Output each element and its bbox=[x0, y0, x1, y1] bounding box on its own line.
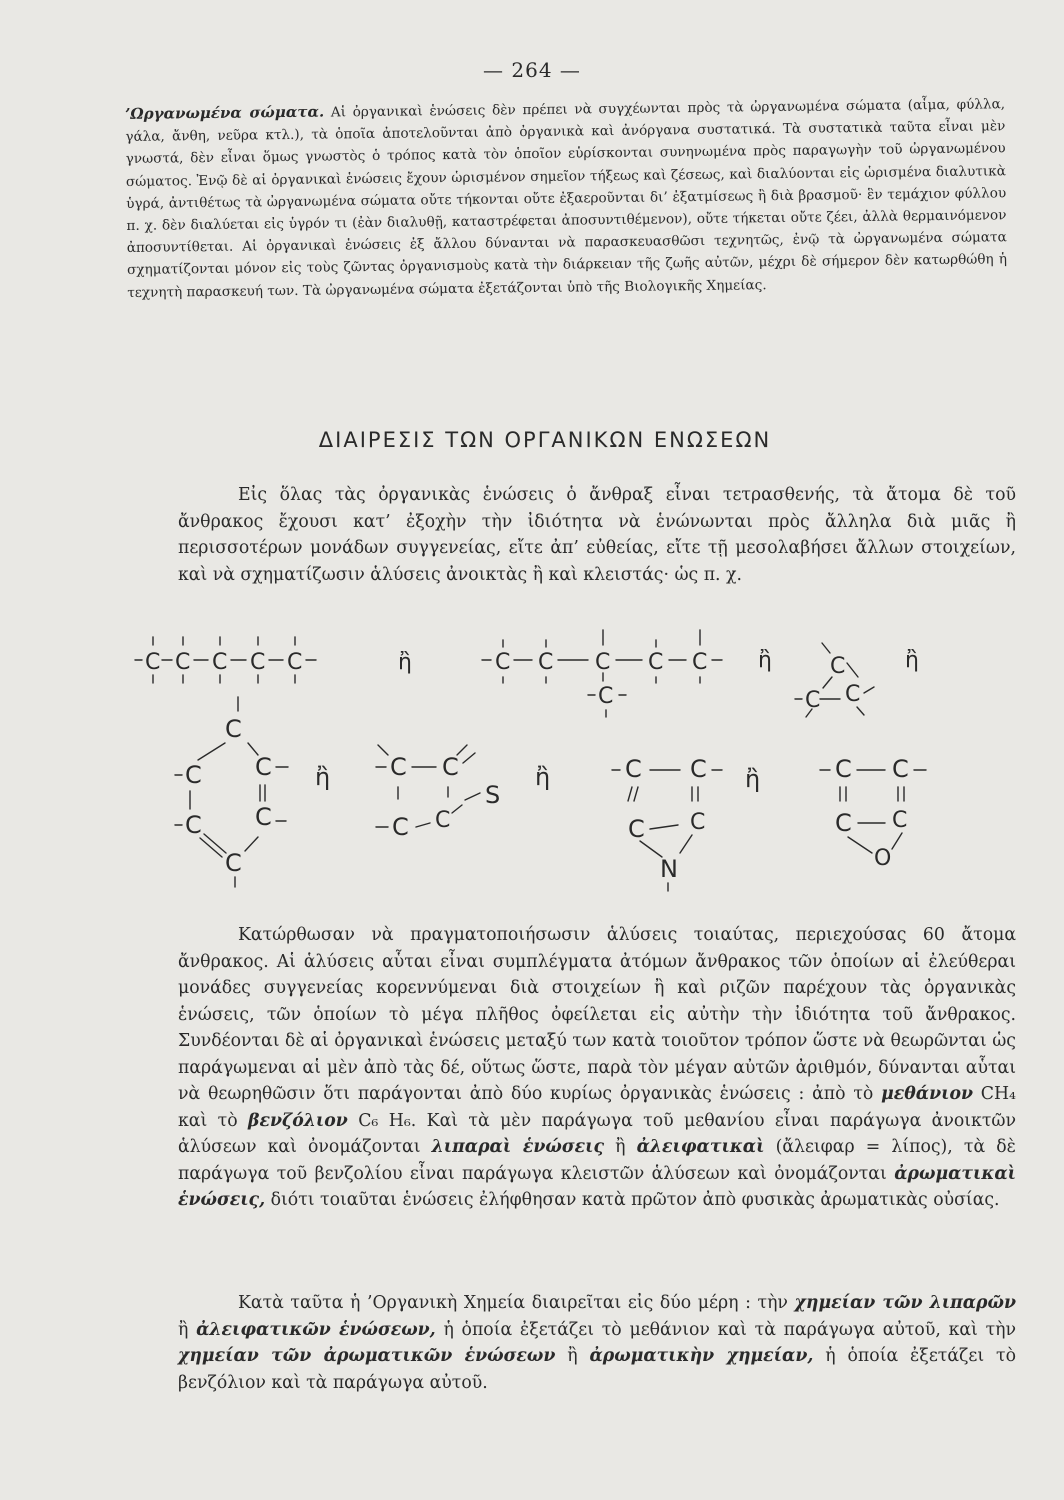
term-aliphatic-compounds: ἀλειφατικῶν ἑνώσεων, bbox=[196, 1319, 436, 1340]
carbon-atom: C bbox=[225, 715, 242, 743]
or-connector: ἢ bbox=[315, 763, 331, 791]
carbon-atom: C bbox=[892, 755, 909, 783]
term-aliphatic: ἀλειφατικαὶ bbox=[636, 1137, 765, 1157]
carbon-atom: C bbox=[495, 650, 511, 675]
term-fatty-chemistry: χημείαν τῶν λιπαρῶν bbox=[794, 1293, 1016, 1313]
carbon-atom: C bbox=[892, 808, 908, 833]
carbon-atom: C bbox=[830, 654, 846, 679]
paragraph-division bbox=[178, 1290, 1016, 1396]
formula-straight-chain bbox=[135, 637, 316, 683]
term-aromatic-chem: ἀρωματικὴν χημείαν, bbox=[589, 1346, 814, 1366]
intro-paragraph bbox=[125, 92, 1007, 304]
or-connector: ἢ bbox=[758, 648, 772, 673]
carbon-atom: C bbox=[845, 682, 861, 707]
intro-lead-heading: ’Ωργανωμένα σώματα. bbox=[125, 102, 325, 123]
carbon-atom: C bbox=[250, 650, 266, 675]
paragraph-text: CH₄ καὶ τὸ bbox=[178, 1084, 1016, 1131]
carbon-atom: C bbox=[185, 761, 202, 789]
carbon-atom: C bbox=[185, 811, 202, 839]
carbon-atom: C bbox=[805, 688, 821, 713]
nitrogen-atom: N bbox=[660, 855, 678, 883]
paragraph-text: ἢ bbox=[178, 1319, 189, 1340]
formula-oxygen-ring bbox=[820, 755, 926, 871]
paragraph-methane-benzene bbox=[178, 922, 1016, 1214]
page-number: — 264 — bbox=[483, 58, 581, 82]
intro-text: Αἱ ὀργανικαὶ ἑνώσεις δὲν πρέπει νὰ συγχέωνται πρὸς τὰ ὠργανωμένα σώματα (αἷμα, φύλλα, γάλα, ἄνθη, νεῦρα κτλ.), τὰ ὁποῖα ἀποτελοῦνται ἀπὸ ὀργανικὰ καὶ ἀνόργανα συστατικά. Τὰ συστατικὰ ταῦτα εἶναι μὲν γνωστά, δὲν εἶναι ὅμως γνωστὸς ὁ τρόπος κατὰ τὸν ὁποῖον εὑρίσκονται συνηνωμένα πρὸς παραγωγὴν τοῦ ὠργανωμένου σώματος. Ἐνῷ δὲ αἱ ὀργανικαὶ ἑνώσεις ἔχουν ὡρισμένον σημεῖον τήξεως καὶ ζέσεως, καὶ διαλύονται εἰς ὡρισμένα διαλυτικὰ ὑγρά, ἀντιθέτως τὰ ὠργανωμένα σώματα οὔτε τήκονται οὔτε ἐξαεροῦνται δι’ ἐξατμίσεως ἢ διὰ βρασμοῦ· ἓν τεμάχιον φύλλου π. χ. δὲν διαλύεται εἰς ὑγρόν τι (ἐὰν διαλυθῇ, καταστρέφεται ἀποσυντιθέμενον), οὔτε τήκεται οὔτε ζέει, ἀλλὰ θερμαινόμενον ἀποσυντίθεται. Αἱ ὀργανικαὶ ἑνώσεις ἐξ ἄλλου δύνανται νὰ παρασκευασθῶσι τεχνητῶς, ἐνῷ τὰ ὠργανωμένα σώματα σχηματίζονται μόνον εἰς τοὺς ζῶντας ὀργανισμοὺς κατὰ τὴν διάρκειαν τῆς ζωῆς αὐτῶν, μέχρι δὲ σήμερον δὲν κατωρθώθη ἡ τεχνητὴ παρασκευή των. Τὰ ὠργανωμένα σώματα ἐξετάζονται ὑπὸ τῆς Βιολογικῆς Χημείας. bbox=[125, 96, 1008, 301]
carbon-atom: C bbox=[435, 808, 451, 833]
term-benzene: βενζόλιον bbox=[248, 1110, 348, 1131]
or-connector: ἢ bbox=[905, 648, 919, 673]
paragraph-text: ἡ ὁποία ἐξετάζει τὸ βενζόλιον καὶ τὰ παράγωγα αὐτοῦ. bbox=[178, 1346, 1016, 1393]
formula-sulfur-ring bbox=[376, 745, 500, 841]
or-connector: ἢ bbox=[745, 765, 761, 793]
paragraph-text: ἢ bbox=[615, 1137, 626, 1157]
carbon-atom: C bbox=[625, 755, 642, 783]
paragraph-text: Κατώρθωσαν νὰ πραγματοποιήσωσιν ἁλύσεις τοιαύτας, περιεχούσας 60 ἄτομα ἄνθρακος. Αἱ ἁλύσεις αὗται εἶναι συμπλέγματα ἀτόμων ἄνθρακος τῶν ὁποίων αἱ ἐλεύθεραι μονάδες συγγενείας κορεννύμεναι διὰ στοιχείων ἢ καὶ ριζῶν παρέχουν τὰς ὀργανικὰς ἑνώσεις, τῶν ὁποίων τὸ μέγα πλῆθος ὀφείλεται εἰς αὐτὴν τὴν ἰδιότητα τοῦ ἄνθρακος. Συνδέονται δὲ αἱ ὀργανικαὶ ἑνώσεις μεταξύ των κατὰ τοιοῦτον τρόπον ὥστε νὰ θεωρῶνται ὡς παράγωμεναι αἱ μὲν ἀπὸ τὰς δέ, οὕτως ὥστε, παρὰ τὸν μέγαν αὐτῶν ἀριθμόν, δύνανται αὗται νὰ θεωρηθῶσιν ὅτι παράγονται ἀπὸ δύο κυρίως ὀργανικὰς ἑνώσεις : ἀπὸ τὸ bbox=[178, 925, 1016, 1104]
paragraph-text: Κατὰ ταῦτα ἡ ’Οργανικὴ Χημεία διαιρεῖται εἰς δύο μέρη : τὴν bbox=[238, 1293, 788, 1313]
formula-branched-chain bbox=[482, 630, 722, 717]
formula-six-ring bbox=[175, 697, 288, 887]
carbon-atom: C bbox=[690, 755, 707, 783]
carbon-atom: C bbox=[648, 650, 664, 675]
formula-drawing bbox=[130, 615, 1030, 905]
carbon-atom: C bbox=[392, 813, 409, 841]
or-connector: ἢ bbox=[398, 650, 412, 675]
carbon-atom: C bbox=[595, 650, 611, 675]
paragraph-text: (ἄλειφαρ = λίπος), τὰ δὲ παράγωγα τοῦ βενζολίου εἶναι παράγωγα κλειστῶν ἁλύσεων καὶ ὀνομάζονται bbox=[178, 1137, 1016, 1184]
carbon-atom: C bbox=[692, 650, 708, 675]
term-fatty-compounds: λιπαραὶ ἑνώσεις bbox=[431, 1137, 604, 1157]
chemical-formulas bbox=[130, 615, 1030, 905]
oxygen-atom: O bbox=[874, 846, 892, 871]
carbon-atom: C bbox=[628, 815, 645, 843]
paragraph-text: διότι τοιαῦται ἑνώσεις ἐλήφθησαν κατὰ πρῶτον ἀπὸ φυσικὰς ἀρωματικὰς οὐσίας. bbox=[270, 1190, 1000, 1210]
carbon-atom: C bbox=[212, 650, 228, 675]
term-methane: μεθάνιον bbox=[881, 1084, 973, 1104]
carbon-atom: C bbox=[255, 753, 272, 781]
term-aromatic-compounds: ἀρωματικαὶ ἑνώσεις, bbox=[178, 1163, 1016, 1210]
or-connector: ἢ bbox=[535, 763, 551, 791]
carbon-atom: C bbox=[225, 849, 242, 877]
carbon-atom: C bbox=[390, 753, 407, 781]
paragraph-text: C₆ H₆. Καὶ τὰ μὲν παράγωγα τοῦ μεθανίου εἶναι παράγωγα ἀνοικτῶν ἁλύσεων καὶ ὀνομάζονται bbox=[178, 1110, 1016, 1157]
carbon-atom: C bbox=[175, 650, 191, 675]
carbon-atom: C bbox=[442, 753, 459, 781]
paragraph-text: Εἰς ὅλας τὰς ὀργανικὰς ἑνώσεις ὁ ἄνθραξ εἶναι τετρασθενής, τὰ ἄτομα δὲ τοῦ ἄνθρακος ἔχουσι κατ’ ἐξοχὴν τὴν ἰδιότητα νὰ ἑνώνωνται πρὸς ἄλληλα διὰ μιᾶς ἢ περισσοτέρων μονάδων συγγενείας, εἴτε ἀπ’ εὐθείας, εἴτε τῇ μεσολαβήσει ἄλλων στοιχείων, καὶ νὰ σχηματίζωσιν ἁλύσεις ἀνοικτὰς ἢ καὶ κλειστάς· ὡς π. χ. bbox=[178, 485, 1016, 585]
carbon-atom: C bbox=[690, 810, 706, 835]
section-title: ΔΙΑΙΡΕΣΙΣ ΤΩΝ ΟΡΓΑΝΙΚΩΝ ΕΝΩΣΕΩΝ bbox=[318, 428, 772, 452]
carbon-atom: C bbox=[598, 684, 614, 709]
term-aromatic-chemistry: χημείαν τῶν ἀρωματικῶν ἑνώσεων bbox=[178, 1346, 556, 1366]
paragraph-carbon-chains bbox=[178, 482, 1016, 588]
carbon-atom: C bbox=[287, 650, 303, 675]
carbon-atom: C bbox=[835, 755, 852, 783]
carbon-atom: C bbox=[145, 650, 161, 675]
carbon-atom: C bbox=[538, 650, 554, 675]
formula-three-ring bbox=[795, 643, 874, 717]
formula-nitrogen-ring bbox=[612, 755, 722, 891]
carbon-atom: C bbox=[835, 809, 852, 837]
carbon-atom: C bbox=[255, 803, 272, 831]
paragraph-text: ἡ ὁποία ἐξετάζει τὸ μεθάνιον καὶ τὰ παράγωγα αὐτοῦ, καὶ τὴν bbox=[443, 1319, 1017, 1340]
paragraph-text: ἢ bbox=[567, 1346, 578, 1366]
sulfur-atom: S bbox=[485, 781, 501, 809]
